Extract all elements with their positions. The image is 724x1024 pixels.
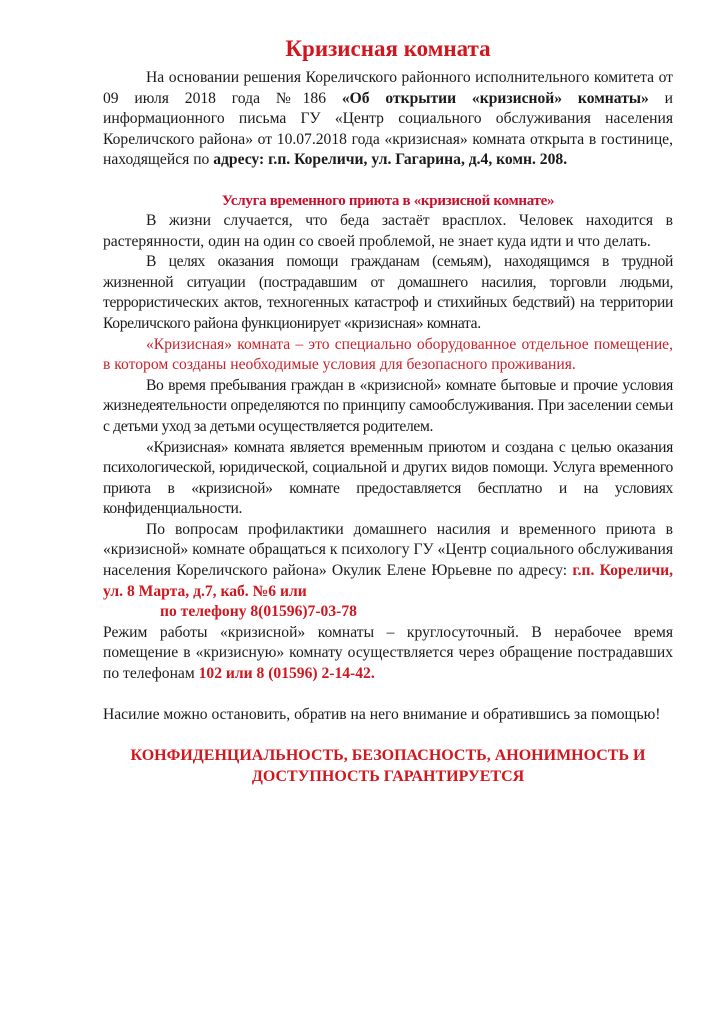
contact-phone: по телефону 8(01596)7-03-78 <box>160 603 357 621</box>
intro-text-2: и информационного письма ГУ «Центр социального обслуживания населения Кореличского района» от 10.07.2018 года «кризисная» комната открыта в гостинице, находящейся по <box>103 89 673 169</box>
document-title: Кризисная комната <box>285 36 491 61</box>
paragraph-conditions: Во время пребывания граждан в «кризисной» комнате бытовые и прочие условия жизнедеятельности определяются по принципу самообслуживания. При заселении семьи с детьми уход за детьми осуществляется родителем. <box>103 376 673 435</box>
room-address: адресу: г.п. Кореличи, ул. Гагарина, д.4, комн. 208. <box>213 151 568 169</box>
emergency-phones: 102 или 8 (01596) 2-14-42. <box>198 665 375 683</box>
schedule-text: Режим работы «кризисной» комнаты – круглосуточный. В нерабочее время помещение в «кризисную» комнату осуществляется через обращение пострадавших по телефонам <box>103 623 673 683</box>
section-subtitle: Услуга временного приюта в «кризисной комнате» <box>221 192 555 209</box>
contact-text: По вопросам профилактики домашнего насилия и временного приюта в «кризисной» комнате обращаться к психологу ГУ «Центр социального обслуживания населения Кореличского района» Окулик Елене Юрьевне по адресу: <box>103 520 673 580</box>
paragraph-appeal: Насилие можно остановить, обратив на него внимание и обратившись за помощью! <box>103 705 661 723</box>
decision-title: «Об открытии «кризисной» комнаты» <box>341 89 649 107</box>
intro-text-1: На основании решения Кореличского районного исполнительного комитета от 09 июля 2018 года №186 <box>103 69 673 107</box>
paragraph-schedule <box>103 623 673 685</box>
paragraph-definition: «Кризисная» комната – это специально оборудованное отдельное помещение, в котором созданы необходимые условия для безопасного проживания. <box>103 335 673 374</box>
paragraph-shelter: «Кризисная» комната является временным приютом и создана с целью оказания психологической, юридической, социальной и других видов помощи. Услуга временного приюта в «кризисной» комнате предоставляется бесплатно и на условиях конфиденциальности. <box>103 438 673 518</box>
paragraph-purpose: В целях оказания помощи гражданам (семьям), находящимся в трудной жизненной ситуации (пострадавшим от домашнего насилия, торговли людьми, террористических актов, техногенных катастроф и стихийных бедствий) на территории Кореличского района функционирует «кризисная» комната. <box>103 253 673 332</box>
paragraph-situation: В жизни случается, что беда застаёт врасплох. Человек находится в растерянности, один на один со своей проблемой, не знает куда идти и что делать. <box>103 211 673 250</box>
intro-paragraph <box>103 68 673 171</box>
paragraph-contact <box>103 520 673 602</box>
footer-guarantee: КОНФИДЕНЦИАЛЬНОСТЬ, БЕЗОПАСНОСТЬ, АНОНИМНОСТЬ И ДОСТУПНОСТЬ ГАРАНТИРУЕТСЯ <box>130 747 646 786</box>
spacer <box>103 685 673 705</box>
contact-address: г.п. Кореличи, ул. 8 Марта, д.7, каб. №6 или <box>103 562 673 600</box>
document-page <box>103 34 673 787</box>
